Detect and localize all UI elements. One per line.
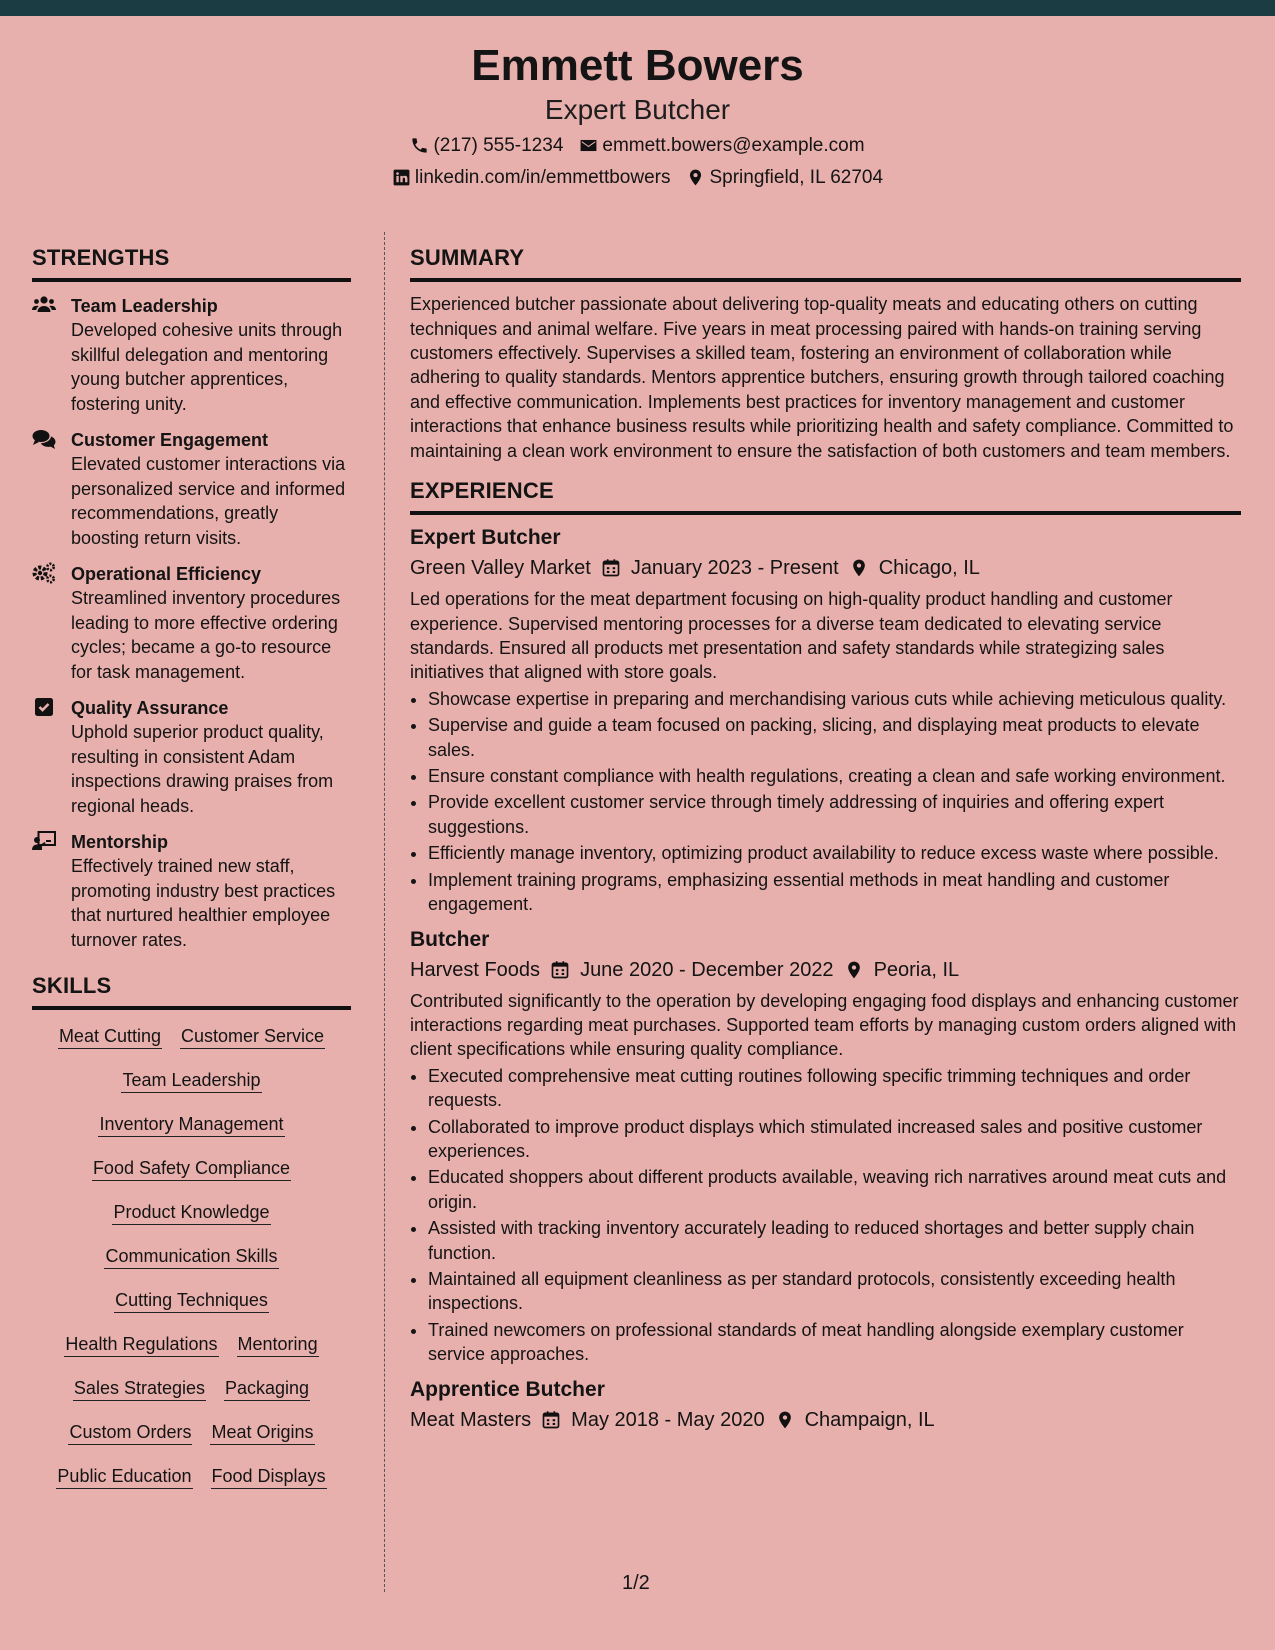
strength-desc: Elevated customer interactions via personalized service and informed recommendations, greatly boosting return visits.: [71, 454, 346, 548]
skill-tag: Food Safety Compliance: [92, 1156, 291, 1181]
skill-tag: Inventory Management: [98, 1112, 284, 1137]
phone-text: (217) 555-1234: [433, 135, 564, 156]
strength-title: Operational Efficiency: [71, 564, 262, 585]
job-location: Chicago, IL: [878, 557, 980, 580]
map-marker-icon: [849, 558, 869, 578]
skills-heading: SKILLS: [32, 974, 351, 1010]
candidate-title: Expert Butcher: [544, 94, 731, 125]
map-marker-icon: [775, 1410, 795, 1430]
map-marker-icon: [686, 168, 705, 187]
list-item: • Assisted with tracking inventory accurately leading to reduced shortages and better supply chain function.: [428, 1216, 1241, 1265]
skill-tag: Cutting Techniques: [114, 1288, 269, 1313]
job-description: Contributed significantly to the operation by developing engaging food displays and enhancing customer interactions regarding meat purchases. Supported team efforts by managing custom orders aligned with client specifications while ensuring quality compliance.: [410, 990, 1239, 1060]
list-item: • Showcase expertise in preparing and merchandising various cuts while achieving meticulous quality.: [428, 687, 1241, 711]
skill-tag: Meat Origins: [210, 1420, 314, 1445]
skill-tag: Health Regulations: [64, 1332, 218, 1357]
skill-tag: Product Knowledge: [112, 1200, 270, 1225]
job-location: Champaign, IL: [804, 1408, 935, 1431]
list-item: • Efficiently manage inventory, optimizing product availability to reduce excess waste where possible.: [428, 841, 1241, 865]
list-item: • Provide excellent customer service through timely addressing of inquiries and offering expert suggestions.: [428, 790, 1241, 839]
envelope-icon: [579, 136, 598, 155]
skill-tag: Customer Service: [180, 1024, 325, 1049]
top-accent-bar: [0, 0, 1275, 16]
strengths-heading: STRENGTHS: [32, 246, 351, 282]
experience-heading: EXPERIENCE: [410, 479, 1241, 515]
calendar-icon: [601, 558, 621, 578]
summary-heading: SUMMARY: [410, 246, 1241, 282]
skill-tag: Food Displays: [211, 1464, 327, 1489]
column-divider: [384, 232, 385, 1592]
skill-tag: Public Education: [56, 1464, 192, 1489]
job-dates: January 2023 - Present: [630, 557, 839, 580]
strength-item: [32, 696, 351, 818]
job-bullets: [410, 687, 1241, 917]
linkedin-icon: [392, 168, 411, 187]
email-link[interactable]: emmett.bowers@example.com: [602, 135, 865, 156]
cogs-icon: [32, 562, 56, 584]
job-location: Peoria, IL: [873, 958, 960, 981]
calendar-icon: [550, 960, 570, 980]
calendar-icon: [541, 1410, 561, 1430]
job-entry: [410, 525, 1241, 916]
candidate-name: Emmett Bowers: [471, 41, 804, 90]
skill-tag: Team Leadership: [121, 1068, 261, 1093]
list-item: • Maintained all equipment cleanliness as per standard protocols, consistently exceeding health inspections.: [428, 1267, 1241, 1316]
job-title: Butcher: [410, 927, 490, 951]
list-item: • Ensure constant compliance with health regulations, creating a clean and safe working environment.: [428, 764, 1241, 788]
strength-item: [32, 830, 351, 952]
job-company: Harvest Foods: [410, 958, 541, 981]
job-description: Led operations for the meat department focusing on high-quality product handling and customer experience. Supervised mentoring processes for a diverse team dedicated to elevating service standards. Ensured all products met presentation and safety standards while strategizing sales initiatives that aligned with store goals.: [410, 589, 1173, 683]
job-dates: June 2020 - December 2022: [580, 958, 834, 981]
job-entry: [410, 1377, 1241, 1435]
strength-title: Customer Engagement: [71, 430, 269, 451]
skills-list: [32, 1024, 351, 1489]
job-meta: [410, 955, 1241, 985]
chalkboard-teacher-icon: [32, 830, 56, 852]
job-bullets: [410, 1064, 1241, 1367]
strength-item: [32, 294, 351, 416]
page-number: 1/2: [622, 1572, 650, 1594]
right-column: [410, 246, 1241, 1435]
skill-tag: Communication Skills: [104, 1244, 278, 1269]
map-marker-icon: [844, 960, 864, 980]
job-title: Expert Butcher: [410, 526, 561, 550]
left-column: [32, 246, 351, 1489]
skill-tag: Meat Cutting: [58, 1024, 162, 1049]
comments-icon: [32, 428, 56, 450]
list-item: • Trained newcomers on professional standards of meat handling alongside exemplary customer service approaches.: [428, 1318, 1241, 1367]
users-icon: [32, 294, 56, 316]
job-dates: May 2018 - May 2020: [571, 1408, 765, 1431]
strength-desc: Uphold superior product quality, resulting in consistent Adam inspections drawing praises from regional heads.: [71, 722, 334, 816]
checkbox-icon: [32, 696, 56, 718]
strength-item: [32, 562, 351, 684]
job-meta: [410, 1405, 1241, 1435]
contact-row-1: [0, 136, 1275, 155]
job-company: Green Valley Market: [410, 557, 591, 580]
list-item: • Educated shoppers about different products available, weaving rich narratives around meat cuts and origin.: [428, 1165, 1241, 1214]
location-text: Springfield, IL 62704: [709, 167, 884, 188]
job-entry: [410, 927, 1241, 1367]
job-company: Meat Masters: [410, 1408, 532, 1431]
phone-icon: [410, 136, 429, 155]
list-item: • Executed comprehensive meat cutting routines following specific trimming techniques and order requests.: [428, 1064, 1241, 1113]
strength-desc: Developed cohesive units through skillful delegation and mentoring young butcher apprentices, fostering unity.: [71, 320, 343, 414]
list-item: • Supervise and guide a team focused on packing, slicing, and displaying meat products to elevate sales.: [428, 713, 1241, 762]
contact-row-2: [0, 168, 1275, 187]
skill-tag: Mentoring: [237, 1332, 319, 1357]
strength-title: Quality Assurance: [71, 698, 229, 719]
email-item: [579, 136, 864, 155]
job-title: Apprentice Butcher: [410, 1377, 605, 1401]
summary-text: Experienced butcher passionate about delivering top-quality meats and educating others on cutting techniques and animal welfare. Five years in meat processing paired with hands-on training serving customers effectively. Supervises a skilled team, fostering an environment of collaboration while adhering to quality standards. Mentors apprentice butchers, ensuring growth through tailored coaching and effective communication. Implements best practices for inventory management and customer interactions that enhance business results while prioritizing health and safety compliance. Committed to maintaining a clean work environment to ensure the satisfaction of both customers and team members.: [410, 294, 1234, 461]
skill-tag: Custom Orders: [68, 1420, 192, 1445]
job-meta: [410, 553, 1241, 583]
strength-item: [32, 428, 351, 550]
list-item: • Implement training programs, emphasizing essential methods in meat handling and customer engagement.: [428, 868, 1241, 917]
strength-title: Team Leadership: [71, 296, 218, 317]
strength-title: Mentorship: [71, 832, 168, 853]
skill-tag: Sales Strategies: [73, 1376, 206, 1401]
skill-tag: Packaging: [224, 1376, 310, 1401]
resume-header: [0, 16, 1275, 204]
phone-item: [410, 136, 563, 155]
linkedin-link[interactable]: linkedin.com/in/emmettbowers: [414, 167, 671, 188]
list-item: • Collaborated to improve product displays which stimulated increased sales and positive customer experiences.: [428, 1115, 1241, 1164]
strength-desc: Streamlined inventory procedures leading to more effective ordering cycles; became a go-to resource for task management.: [71, 588, 341, 682]
linkedin-item: [392, 168, 671, 187]
location-item: [686, 168, 883, 187]
strength-desc: Effectively trained new staff, promoting industry best practices that nurtured healthier employee turnover rates.: [71, 856, 336, 950]
